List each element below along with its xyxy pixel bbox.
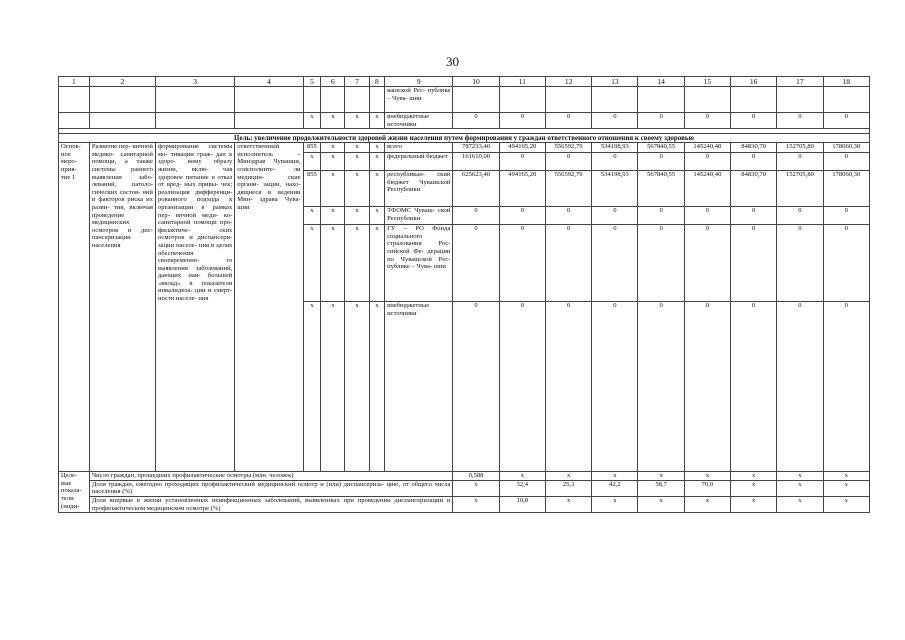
code-cell: x	[345, 113, 369, 129]
value-cell: 787233,40	[453, 143, 499, 153]
empty-cell	[155, 113, 234, 129]
code-cell: x	[321, 113, 345, 129]
code-cell: 855	[303, 143, 321, 153]
value-cell: 152705,80	[777, 171, 823, 207]
empty-cell	[155, 87, 234, 113]
code-cell: 855	[303, 171, 321, 207]
code-cell: x	[369, 207, 384, 225]
indicator-value: x	[545, 496, 591, 512]
value-cell: 178060,30	[823, 171, 869, 207]
indicator-value: 25,3	[545, 480, 591, 496]
value-cell: 0	[545, 153, 591, 171]
code-cell: x	[303, 225, 321, 302]
value-cell: 567840,55	[638, 143, 684, 153]
value-cell: 0	[499, 153, 545, 171]
value-cell: 0	[592, 225, 638, 302]
value-cell: 0	[499, 302, 545, 472]
empty-cell	[59, 87, 90, 113]
column-number: 5	[303, 77, 321, 87]
value-cell: 0	[777, 302, 823, 472]
code-cell	[369, 87, 384, 113]
continuation-row	[59, 113, 870, 129]
funding-source: внебюджетные источники	[385, 113, 453, 129]
value-cell: 0	[499, 207, 545, 225]
value-cell	[731, 87, 777, 113]
activity-name: Развитие пер- вичной медико- санитарной помощи, а также системы раннего выявления забо- леваний, патоло- гических состоя- ний и факторов риска их разви- тия, включая проведение медицинских осмотров и дис- пансеризации населения	[89, 143, 155, 472]
funding-source: ТФОМС Чуваш- ской Республики	[385, 207, 453, 225]
indicator-value: x	[453, 496, 499, 512]
value-cell: 0	[499, 225, 545, 302]
code-cell: x	[345, 207, 369, 225]
code-cell: x	[303, 153, 321, 171]
value-cell: 494165,20	[499, 171, 545, 207]
value-cell: 84830,70	[731, 171, 777, 207]
indicator-value: x	[638, 496, 684, 512]
value-cell: 0	[823, 225, 869, 302]
empty-cell	[59, 113, 90, 129]
code-cell: x	[345, 153, 369, 171]
code-cell	[321, 87, 345, 113]
value-cell: 0	[545, 207, 591, 225]
indicator-value: 58,7	[638, 480, 684, 496]
value-cell: 0	[684, 302, 730, 472]
value-cell: 0	[453, 225, 499, 302]
goal-row	[59, 134, 870, 143]
code-cell: x	[321, 143, 345, 153]
value-cell: 556592,79	[545, 143, 591, 153]
indicator-value: x	[731, 480, 777, 496]
value-cell: 145240,40	[684, 143, 730, 153]
header-row	[59, 77, 870, 87]
value-cell	[499, 87, 545, 113]
code-cell: x	[345, 302, 369, 472]
empty-cell	[89, 87, 155, 113]
value-cell: 145240,40	[684, 171, 730, 207]
value-cell: 534198,93	[592, 143, 638, 153]
value-cell: 0	[823, 153, 869, 171]
column-number: 3	[155, 77, 234, 87]
indicator-value: 70,0	[684, 480, 730, 496]
value-cell	[823, 87, 869, 113]
funding-source: федеральный бюджет	[385, 153, 453, 171]
value-cell: 0	[731, 153, 777, 171]
column-number: 4	[235, 77, 303, 87]
value-cell: 0	[638, 302, 684, 472]
value-cell: 0	[777, 207, 823, 225]
code-cell	[303, 87, 321, 113]
funding-source: республикан- ский бюджет Чувашской Республики	[385, 171, 453, 207]
indicator-text: Доля впервые в жизни установленных неинфекционных заболеваний, выявленных при проведении диспансеризации и профилактическом медицинском осмотре (%)	[89, 496, 453, 512]
indicator-value: 0,588	[453, 472, 499, 481]
indicators-label: Целе- вые показа- тели (инди-	[59, 472, 90, 513]
value-cell	[453, 87, 499, 113]
program-table	[58, 76, 870, 513]
value-cell: 0	[638, 207, 684, 225]
column-number: 17	[777, 77, 823, 87]
value-cell	[777, 87, 823, 113]
value-cell: 556592,79	[545, 171, 591, 207]
code-cell	[345, 87, 369, 113]
column-number: 8	[369, 77, 384, 87]
indicator-value: x	[592, 496, 638, 512]
indicator-value: x	[823, 496, 869, 512]
indicator-text: Число граждан, прошедших профилактические осмотры (млн. человек)	[89, 472, 453, 481]
empty-cell	[235, 113, 303, 129]
table-body	[59, 77, 870, 513]
code-cell: x	[321, 225, 345, 302]
column-number: 9	[385, 77, 453, 87]
column-number: 1	[59, 77, 90, 87]
code-cell: x	[369, 302, 384, 472]
code-cell: x	[345, 143, 369, 153]
value-cell: 0	[545, 225, 591, 302]
indicator-value: x	[777, 472, 823, 481]
indicator-value: x	[592, 472, 638, 481]
code-cell: x	[321, 207, 345, 225]
indicator-value: x	[731, 472, 777, 481]
value-cell: 0	[777, 113, 823, 129]
code-cell: x	[303, 207, 321, 225]
indicator-value: x	[823, 480, 869, 496]
goal-text: Цель: увеличение продолжительности здоровой жизни населения путем формирования у граждан ответственного отношения к своему здоровью	[59, 134, 870, 143]
value-cell: 625623,40	[453, 171, 499, 207]
column-number: 7	[345, 77, 369, 87]
page-number: 30	[446, 54, 459, 69]
value-cell: 0	[731, 113, 777, 129]
indicator-value: x	[823, 472, 869, 481]
indicator-value: x	[545, 472, 591, 481]
indicator-value: x	[777, 480, 823, 496]
value-cell	[684, 87, 730, 113]
indicator-row	[59, 496, 870, 512]
value-cell: 0	[545, 113, 591, 129]
column-number: 18	[823, 77, 869, 87]
value-cell: 0	[731, 207, 777, 225]
activity-number: Основ- ное меро- прия- тие 1	[59, 143, 90, 472]
funding-source: вашской Рес- публике – Чува- шии	[385, 87, 453, 113]
indicator-value: 42,2	[592, 480, 638, 496]
indicator-value: x	[638, 472, 684, 481]
value-cell: 0	[453, 207, 499, 225]
code-cell: x	[369, 225, 384, 302]
value-cell: 0	[684, 207, 730, 225]
empty-cell	[89, 113, 155, 129]
code-cell: x	[345, 225, 369, 302]
value-cell: 534198,93	[592, 171, 638, 207]
value-cell: 0	[453, 113, 499, 129]
code-cell: x	[303, 113, 321, 129]
indicator-row	[59, 480, 870, 496]
empty-cell	[235, 87, 303, 113]
value-cell: 494165,20	[499, 143, 545, 153]
value-cell: 0	[777, 225, 823, 302]
value-cell: 0	[592, 113, 638, 129]
value-cell: 0	[684, 113, 730, 129]
column-number: 16	[731, 77, 777, 87]
value-cell: 0	[731, 225, 777, 302]
column-number: 13	[592, 77, 638, 87]
value-cell: 152705,80	[777, 143, 823, 153]
value-cell: 84830,70	[731, 143, 777, 153]
column-number: 6	[321, 77, 345, 87]
indicator-value: x	[684, 496, 730, 512]
value-cell	[545, 87, 591, 113]
indicator-value: x	[453, 480, 499, 496]
funding-source: всего	[385, 143, 453, 153]
value-cell: 0	[684, 153, 730, 171]
code-cell: x	[369, 113, 384, 129]
value-cell: 0	[545, 302, 591, 472]
activity-description: формирование системы мо- тивации граж- дан к здоро- вому образу жизни, вклю- чая здоровое питание и отказ от вред- ных привы- чек; реализация дифференци- рованного подхода к организации в рамках пер- вичной меди- ко-санитарной помощи про- филактиче- ских осмотров и диспансери- зации населе- ния в целях обеспечения своевременно- го выявления заболеваний, дающих наи- большей «вклад» в показатели инвалидиза- ции и смерт- ности населе- ния	[155, 143, 234, 472]
column-number: 11	[499, 77, 545, 87]
value-cell: 0	[777, 153, 823, 171]
column-number: 15	[684, 77, 730, 87]
value-cell: 0	[684, 225, 730, 302]
column-number: 2	[89, 77, 155, 87]
value-cell: 0	[592, 153, 638, 171]
code-cell: x	[369, 143, 384, 153]
value-cell: 0	[823, 207, 869, 225]
value-cell: 0	[731, 302, 777, 472]
value-cell: 0	[823, 302, 869, 472]
funding-row	[59, 143, 870, 153]
indicator-row	[59, 472, 870, 481]
code-cell: x	[369, 153, 384, 171]
funding-source: внебюджетные источники	[385, 302, 453, 472]
code-cell: x	[321, 153, 345, 171]
value-cell: 0	[823, 113, 869, 129]
value-cell	[638, 87, 684, 113]
code-cell: x	[321, 302, 345, 472]
value-cell	[592, 87, 638, 113]
code-cell: x	[321, 171, 345, 207]
value-cell: 178060,30	[823, 143, 869, 153]
code-cell: x	[345, 171, 369, 207]
value-cell: 0	[638, 153, 684, 171]
value-cell: 161610,00	[453, 153, 499, 171]
code-cell: x	[303, 302, 321, 472]
value-cell: 0	[499, 113, 545, 129]
column-number: 10	[453, 77, 499, 87]
value-cell: 0	[638, 113, 684, 129]
indicator-value: x	[684, 472, 730, 481]
value-cell: 0	[453, 302, 499, 472]
funding-source: ГУ – РО Фонда социального страхования Рос- сийской Фе- дерации по Чувашской Рес- публике – Чува- шии	[385, 225, 453, 302]
indicator-value: x	[777, 496, 823, 512]
column-number: 14	[638, 77, 684, 87]
indicator-value: x	[499, 472, 545, 481]
value-cell: 567840,55	[638, 171, 684, 207]
indicator-value: 10,8	[499, 496, 545, 512]
indicator-value: x	[731, 496, 777, 512]
indicator-value: 32,4	[499, 480, 545, 496]
indicator-text: Доля граждан, ежегодно проходящих профилактический медицинский осмотр и (или) диспансериза- цию, от общего числа населения (%)	[89, 480, 453, 496]
responsible-executor: ответственный исполнитель – Минздрав Чувашии, соисполните- ли медицин- ские органи- зации, нахо- дящиеся в ведении Мин- здрава Чува- шии	[235, 143, 303, 472]
value-cell: 0	[638, 225, 684, 302]
value-cell: 0	[592, 207, 638, 225]
code-cell: x	[369, 171, 384, 207]
value-cell: 0	[592, 302, 638, 472]
column-number: 12	[545, 77, 591, 87]
continuation-row	[59, 87, 870, 113]
